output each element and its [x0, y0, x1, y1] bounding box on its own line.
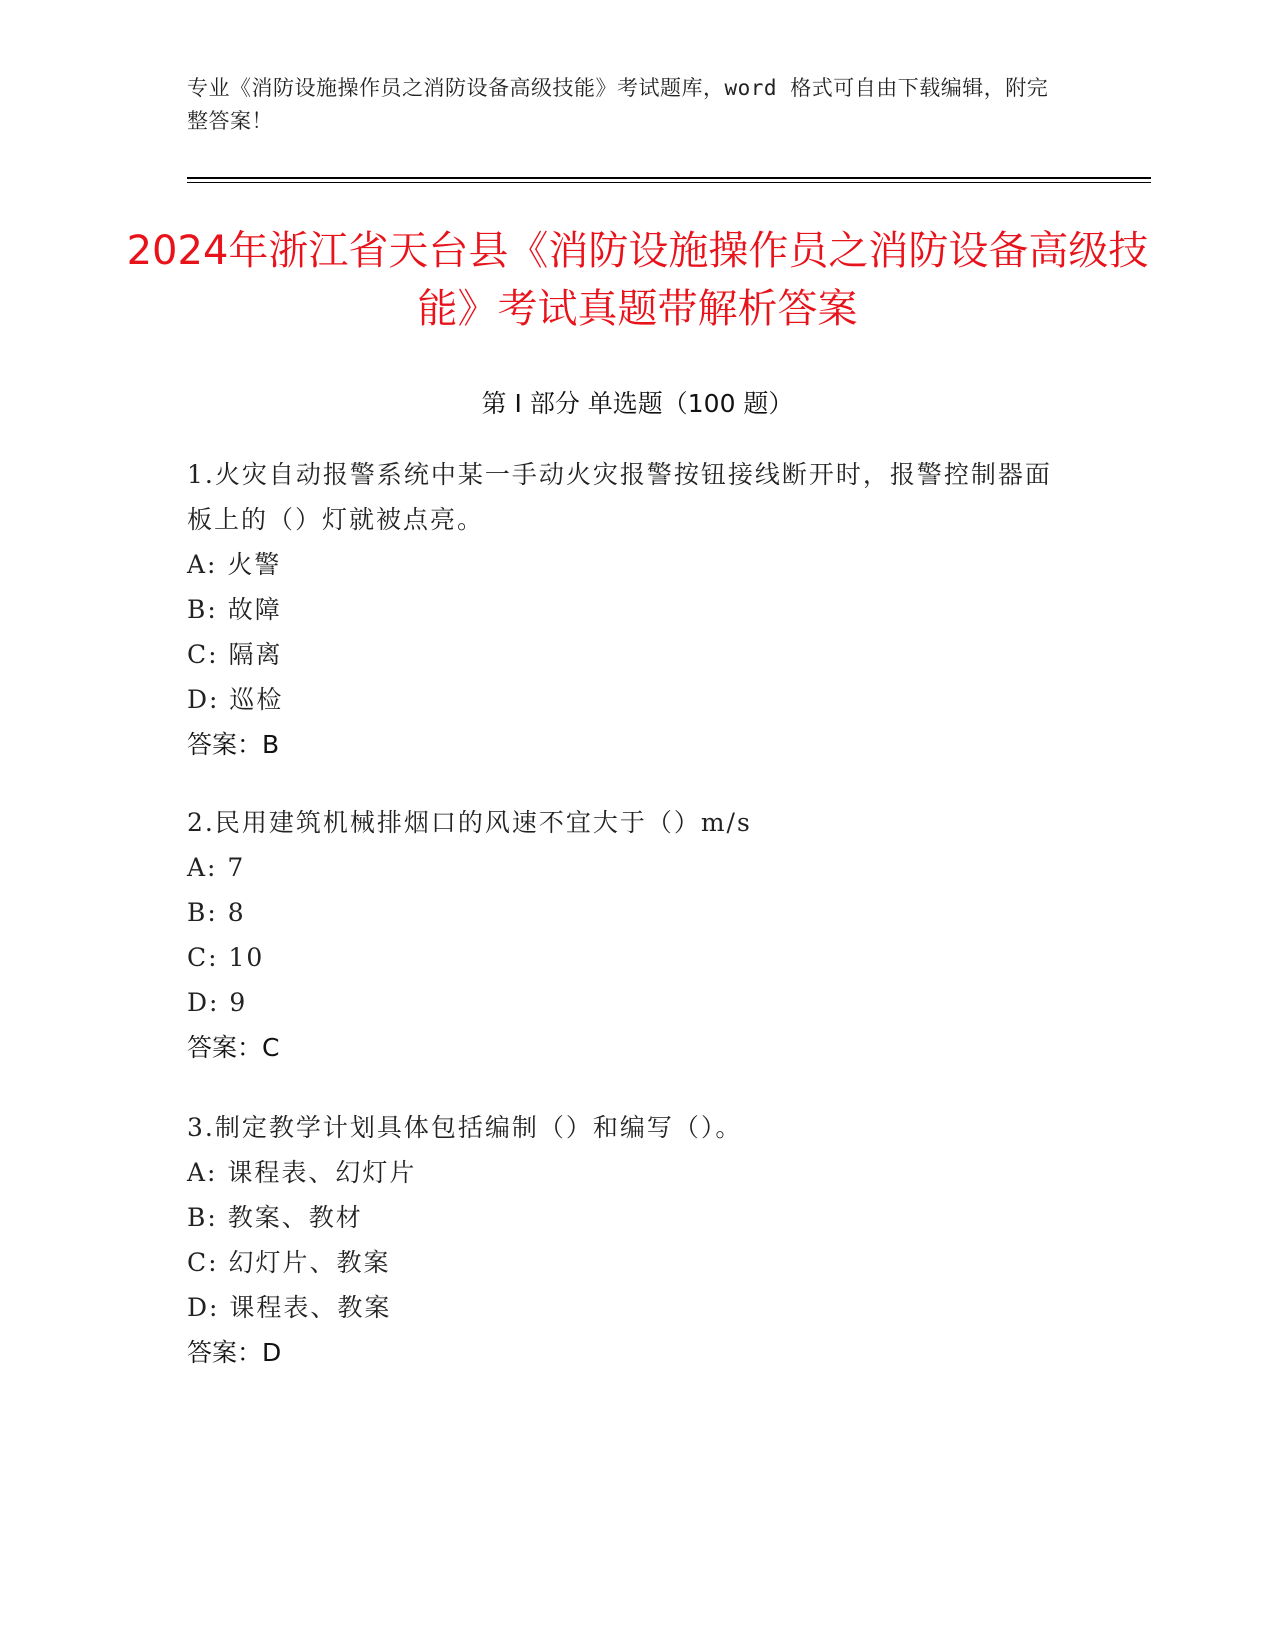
- question-1: [187, 452, 1067, 767]
- option-b: B: 故障: [187, 595, 282, 624]
- question-3: [187, 1105, 1067, 1375]
- option-d: D: 课程表、教案: [187, 1293, 392, 1322]
- header-note: 专业《消防设施操作员之消防设备高级技能》考试题库，word 格式可自由下载编辑，附完整答案！: [187, 76, 1049, 133]
- option-a: A: 课程表、幻灯片: [187, 1158, 417, 1187]
- answer: 答案：C: [187, 1033, 280, 1062]
- question-text: 3.制定教学计划具体包括编制（）和编写（）。: [187, 1113, 743, 1142]
- answer: 答案：B: [187, 730, 280, 759]
- document-title: 2024年浙江省天台县《消防设施操作员之消防设备高级技能》考试真题带解析答案: [126, 228, 1149, 332]
- option-d: D: 9: [187, 988, 248, 1017]
- question-text: 2.民用建筑机械排烟口的风速不宜大于（）m/s: [187, 808, 752, 837]
- option-d: D: 巡检: [187, 685, 284, 714]
- option-b: B: 教案、教材: [187, 1203, 363, 1232]
- question-2: [187, 800, 1067, 1070]
- option-c: C: 幻灯片、教案: [187, 1248, 391, 1277]
- answer: 答案：D: [187, 1338, 282, 1367]
- question-text: 1.火灾自动报警系统中某一手动火灾报警按钮接线断开时，报警控制器面板上的（）灯就被点亮。: [187, 460, 1052, 534]
- option-a: A: 7: [187, 853, 246, 882]
- header-divider-thick: [187, 177, 1151, 179]
- option-c: C: 隔离: [187, 640, 283, 669]
- option-b: B: 8: [187, 898, 246, 927]
- option-c: C: 10: [187, 943, 265, 972]
- section-heading: 第 I 部分 单选题（100 题）: [481, 389, 794, 418]
- header-divider-thin: [187, 182, 1151, 183]
- option-a: A: 火警: [187, 550, 282, 579]
